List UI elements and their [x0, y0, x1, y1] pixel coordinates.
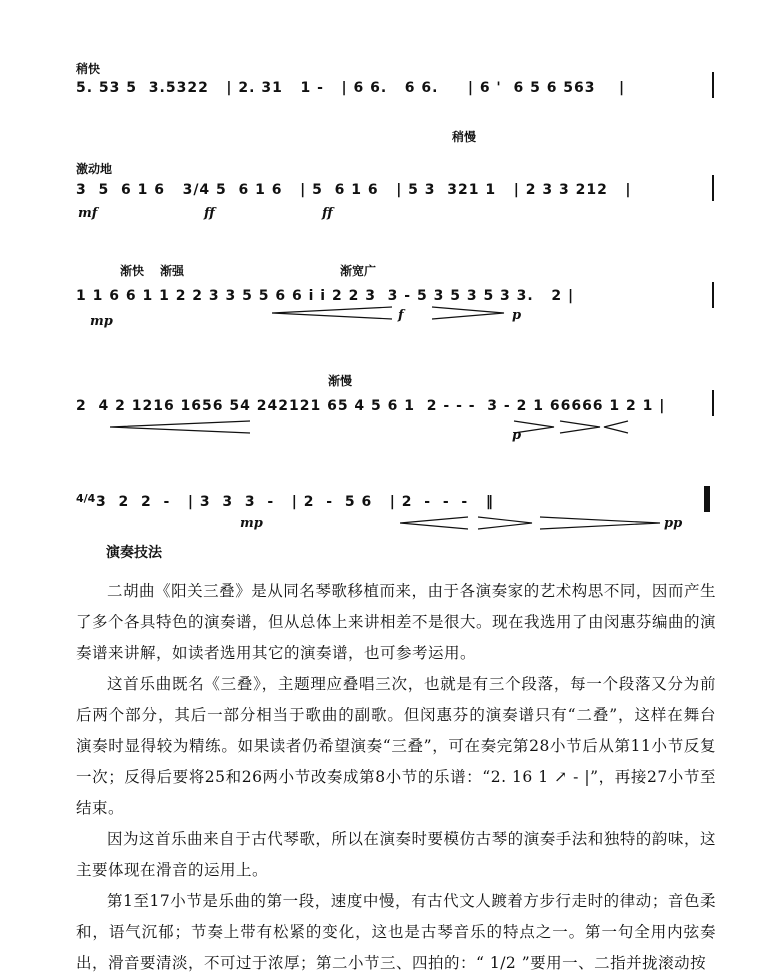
paragraph: 因为这首乐曲来自于古代琴歌，所以在演奏时要模仿古琴的演奏手法和独特的韵味，这主要体现在滑音的运用上。 — [76, 830, 716, 879]
barline — [712, 175, 714, 201]
dynamic-mark: ff — [204, 206, 215, 221]
final-double-barline — [704, 486, 710, 512]
tempo-label: 稍快 — [76, 62, 101, 76]
dynamic-hairpins — [400, 516, 662, 530]
expression-label: 渐宽广 — [340, 264, 377, 278]
barline — [712, 282, 714, 308]
dynamic-mark: f — [398, 308, 404, 323]
paragraph: 第1至17小节是乐曲的第一段，速度中慢，有古代文人踱着方步行走时的律动；音色柔和，语气沉郁；节奏上带有松紧的变化，这也是古琴音乐的特点之一。第一句全用内弦奏出，滑音要清淡，不可过于浓厚；第二小节三、四拍的：“ 1/2 ”要用一、二指并拢滚动按 — [76, 892, 716, 972]
notation-line-4: 2 4 2 1216 1656 54 242121 65 4 5 6 1 2 - - - 3 - 2 1 66666 1 2 1 | — [76, 398, 666, 414]
tempo-label: 渐慢 — [328, 374, 353, 388]
dynamic-hairpins — [110, 420, 710, 434]
notation-line-3: 1 1 6 6 1 1 2 2 3 3 5 5 6 6 i i 2 2 3 3 - 5 3 5 3 5 3 3. 2 | — [76, 288, 575, 304]
dynamic-mark: mp — [240, 516, 263, 531]
section-heading: 演奏技法 — [106, 545, 162, 561]
dynamic-mark: mp — [90, 314, 113, 329]
dynamic-mark: pp — [664, 516, 683, 531]
expression-label: 激动地 — [76, 162, 113, 176]
barline — [712, 72, 714, 98]
dynamic-mark: p — [512, 308, 522, 323]
notation-line-5: 3 2 2 - | 3 3 3 - | 2 - 5 6 | 2 - - - ‖ — [96, 494, 494, 510]
text-section — [76, 542, 716, 979]
expression-label: 渐强 — [160, 264, 185, 278]
crescendo-decrescendo-hairpins — [272, 306, 652, 320]
notation-line-1: 5. 53 5 3.5322 | 2. 31 1 - | 6 6. 6 6. | 6 ' 6 5 6 563 | — [76, 80, 626, 96]
paragraph: 二胡曲《阳关三叠》是从同名琴歌移植而来，由于各演奏家的艺术构思不同，因而产生了多个各具特色的演奏谱，但从总体上来讲相差不是很大。现在我选用了由闵惠芬编曲的演奏谱来讲解，如读者选用其它的演奏谱，也可参考运用。 — [76, 582, 717, 662]
paragraph: 这首乐曲既名《三叠》，主题理应叠唱三次，也就是有三个段落，每一个段落又分为前后两个部分，其后一部分相当于歌曲的副歌。但闵惠芬的演奏谱只有“二叠”，这样在舞台演奏时显得较为精练。如果读者仍希望演奏“三叠”，可在奏完第28小节后从第11小节反复一次；反得后要将25和26两小节改奏成第8小节的乐谱：“2. 16 1 ↗ - |”，再接27小节至结束。 — [76, 675, 716, 817]
tempo-label: 渐快 — [120, 264, 145, 278]
tempo-label: 稍慢 — [452, 130, 477, 144]
dynamic-mark: ff — [322, 206, 333, 221]
dynamic-mark: p — [512, 428, 522, 443]
notation-line-2: 3 5 6 1 6 3/4 5 6 1 6 | 5 6 1 6 | 5 3 321 1 | 2 3 3 212 | — [76, 182, 632, 198]
dynamic-mark: mf — [78, 206, 98, 221]
barline — [712, 390, 714, 416]
time-signature: 4/4 — [76, 492, 96, 505]
